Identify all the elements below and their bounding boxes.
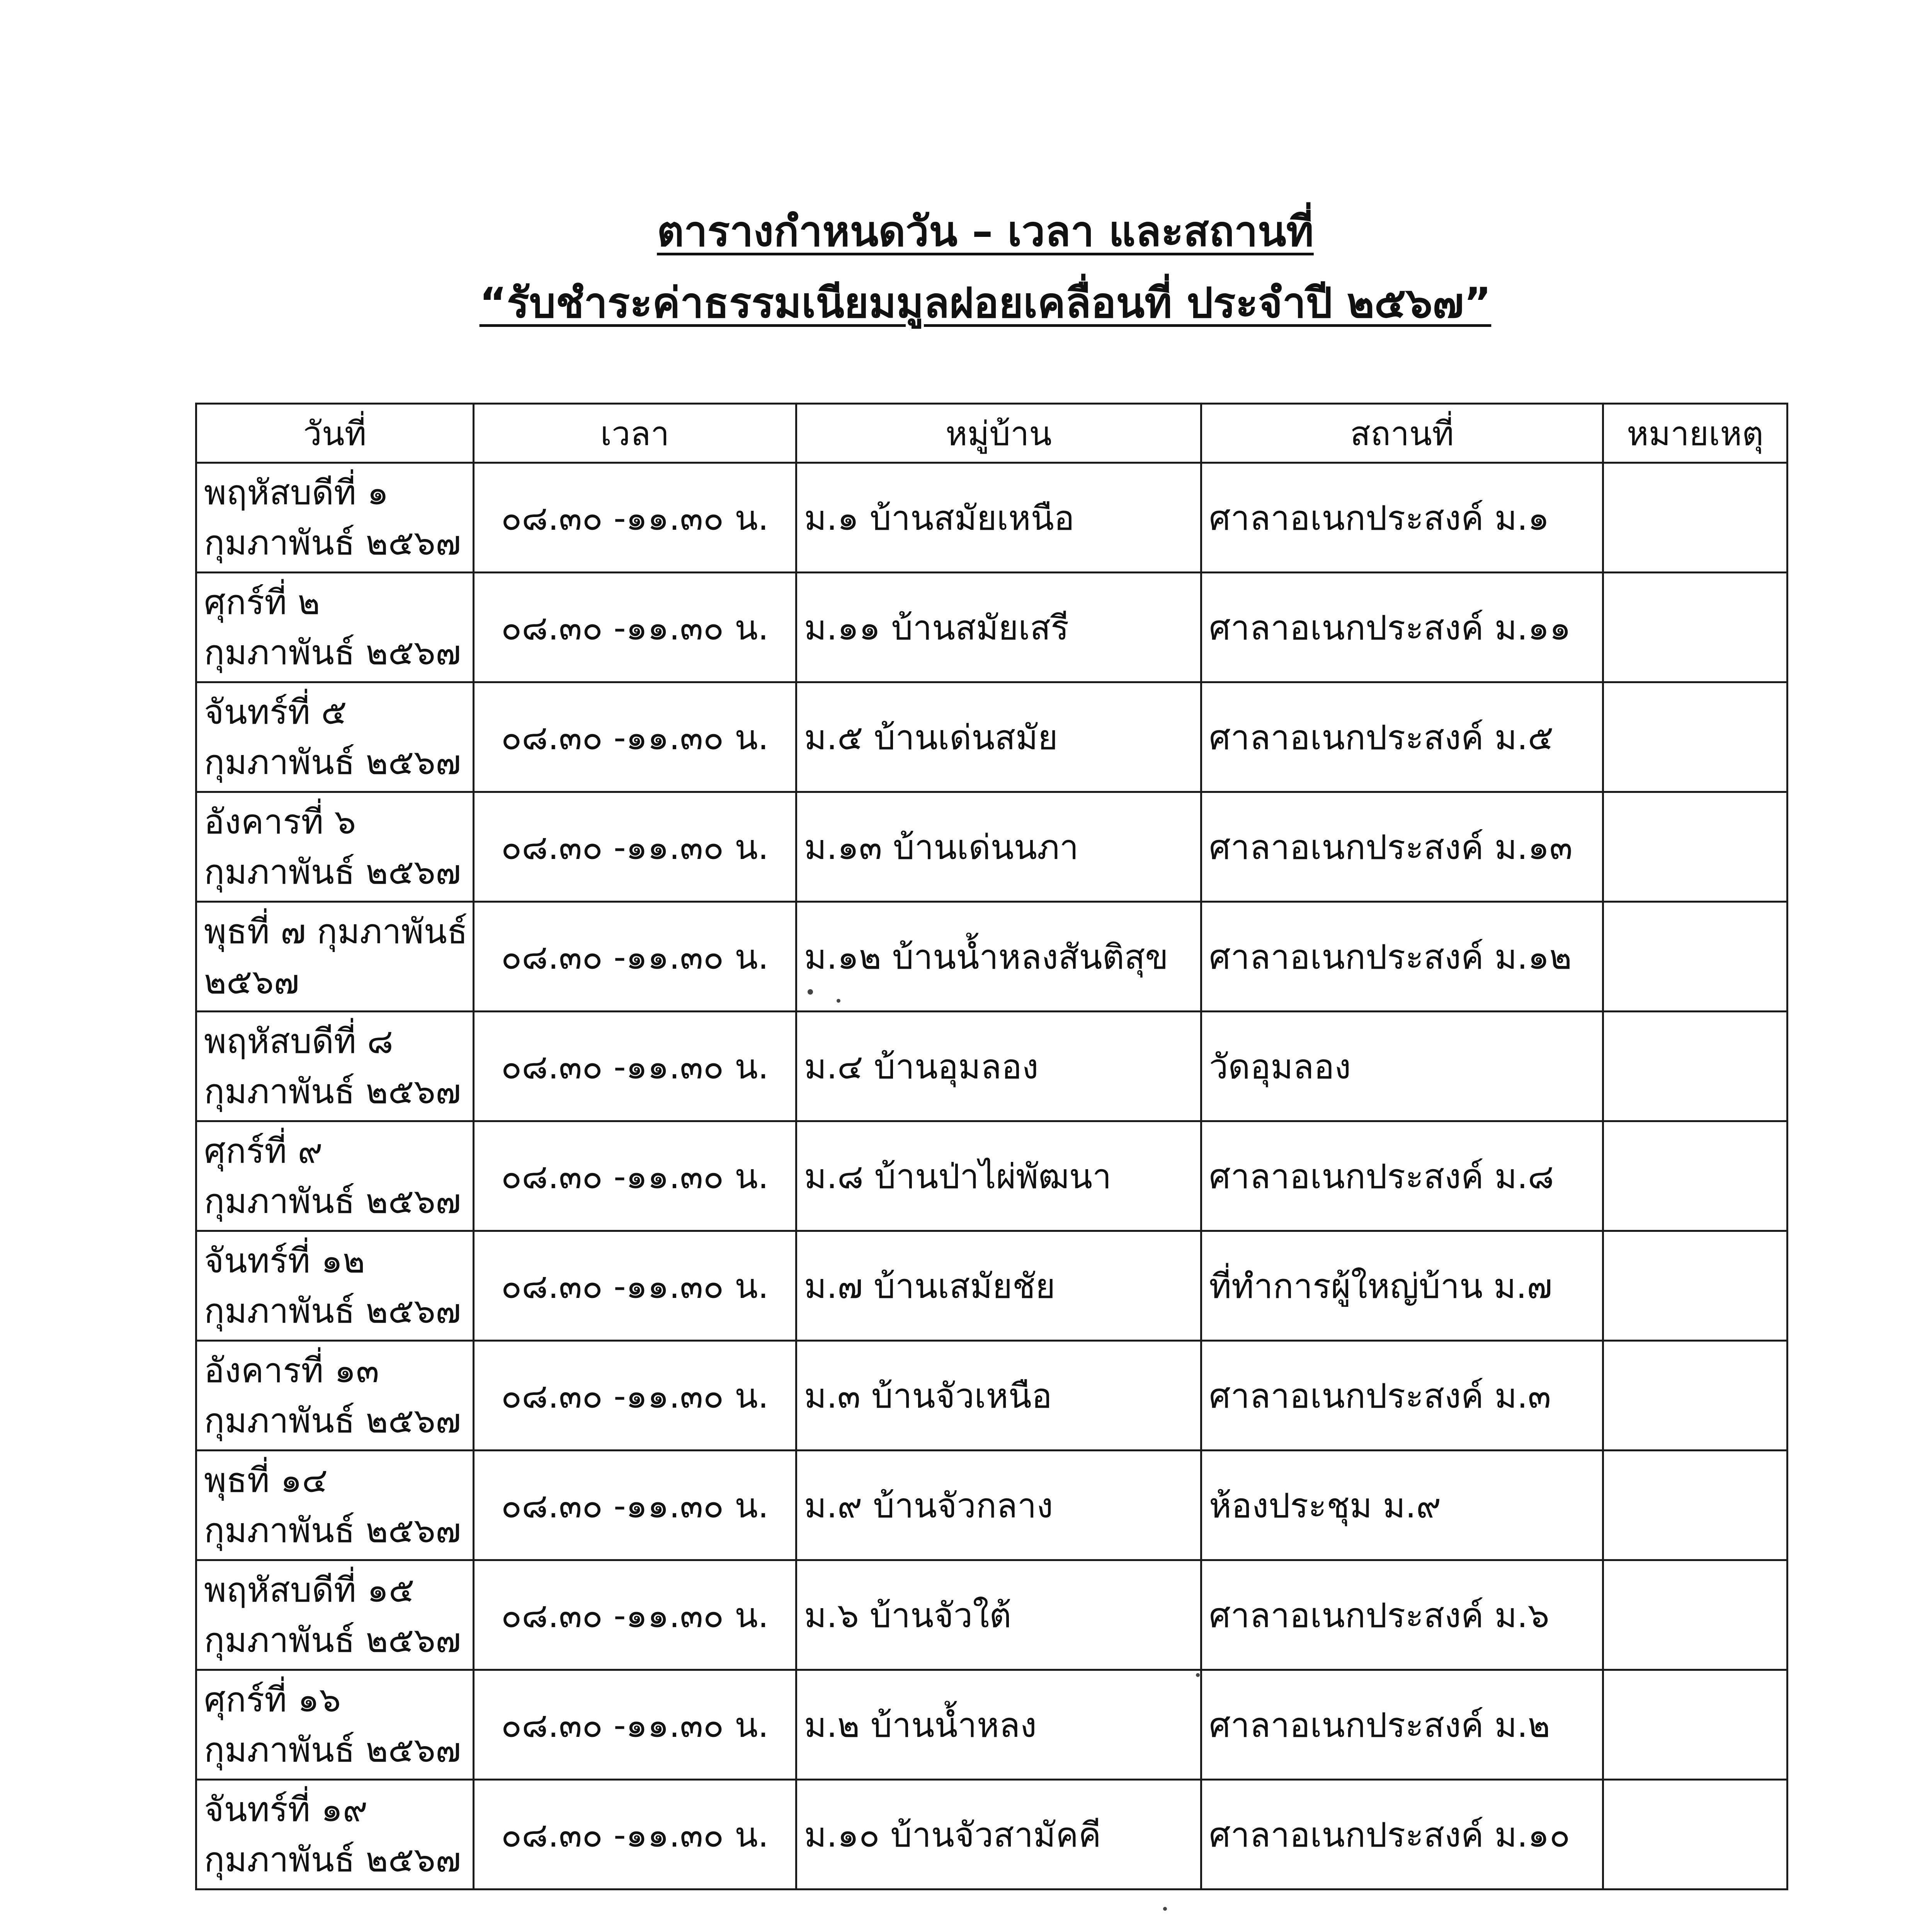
header-note: หมายเหตุ [1603, 404, 1787, 463]
cell-village: ม.๑๒ บ้านน้ำหลงสันติสุข [796, 902, 1201, 1012]
table-row [196, 902, 1787, 1012]
cell-place: ศาลาอเนกประสงค์ ม.๑๑ [1201, 573, 1603, 682]
cell-time: ๐๘.๓๐ -๑๑.๓๐ น. [474, 1121, 796, 1231]
cell-time: ๐๘.๓๐ -๑๑.๓๐ น. [474, 1231, 796, 1341]
cell-village: ม.๒ บ้านน้ำหลง [796, 1670, 1201, 1780]
cell-place: ศาลาอเนกประสงค์ ม.๘ [1201, 1121, 1603, 1231]
cell-place: ศาลาอเนกประสงค์ ม.๕ [1201, 682, 1603, 792]
header-village: หมู่บ้าน [796, 404, 1201, 463]
cell-note [1603, 1012, 1787, 1121]
cell-date [196, 1560, 474, 1670]
date-line-weekday: ศุกร์ที่ ๑๖ [204, 1679, 341, 1719]
cell-time: ๐๘.๓๐ -๑๑.๓๐ น. [474, 1780, 796, 1889]
date-line-weekday: พฤหัสบดีที่ ๑ [204, 472, 389, 512]
date-line-weekday: ศุกร์ที่ ๙ [204, 1131, 323, 1171]
date-line-weekday: อังคารที่ ๑๓ [204, 1350, 379, 1390]
cell-date [196, 573, 474, 682]
document-title: ตารางกำหนดวัน – เวลา และสถานที่ [657, 207, 1314, 256]
date-line-weekday: จันทร์ที่ ๕ [204, 692, 347, 732]
date-line-weekday: พุธที่ ๗ กุมภาพันธ์ [204, 911, 468, 951]
cell-place: วัดอุมลอง [1201, 1012, 1603, 1121]
cell-place: ศาลาอเนกประสงค์ ม.๒ [1201, 1670, 1603, 1780]
date-line-month: กุมภาพันธ์ ๒๕๖๗ [204, 1730, 461, 1770]
date-line-weekday: พุธที่ ๑๔ [204, 1460, 328, 1500]
header-time: เวลา [474, 404, 796, 463]
date-line-weekday: จันทร์ที่ ๑๒ [204, 1240, 365, 1281]
cell-time: ๐๘.๓๐ -๑๑.๓๐ น. [474, 1341, 796, 1451]
cell-note [1603, 1670, 1787, 1780]
cell-note [1603, 1231, 1787, 1341]
cell-village: ม.๗ บ้านเสมัยชัย [796, 1231, 1201, 1341]
cell-village: ม.๑ บ้านสมัยเหนือ [796, 463, 1201, 573]
scan-speck [1196, 1673, 1200, 1677]
cell-village: ม.๙ บ้านจัวกลาง [796, 1451, 1201, 1560]
cell-village: ม.๓ บ้านจัวเหนือ [796, 1341, 1201, 1451]
table-row [196, 1012, 1787, 1121]
cell-note [1603, 792, 1787, 902]
document-subtitle: “รับชำระค่าธรรมเนียมมูลฝอยเคลื่อนที่ ประจำปี ๒๕๖๗” [479, 279, 1492, 327]
cell-village: ม.๑๓ บ้านเด่นนภา [796, 792, 1201, 902]
date-line-month: กุมภาพันธ์ ๒๕๖๗ [204, 1620, 461, 1660]
cell-place: ที่ทำการผู้ใหญ่บ้าน ม.๗ [1201, 1231, 1603, 1341]
cell-time: ๐๘.๓๐ -๑๑.๓๐ น. [474, 1012, 796, 1121]
table-row [196, 1341, 1787, 1451]
cell-village: ม.๕ บ้านเด่นสมัย [796, 682, 1201, 792]
header-date: วันที่ [196, 404, 474, 463]
date-line-weekday: จันทร์ที่ ๑๙ [204, 1789, 368, 1829]
table-row [196, 1121, 1787, 1231]
cell-note [1603, 1560, 1787, 1670]
date-line-month: กุมภาพันธ์ ๒๕๖๗ [204, 632, 461, 672]
table-row [196, 792, 1787, 902]
cell-date [196, 1231, 474, 1341]
date-line-weekday: พฤหัสบดีที่ ๑๕ [204, 1570, 415, 1610]
table-row [196, 573, 1787, 682]
scan-speck [1163, 1907, 1167, 1911]
scan-speck [837, 999, 840, 1003]
header-place: สถานที่ [1201, 404, 1603, 463]
table-row [196, 1451, 1787, 1560]
cell-date [196, 1451, 474, 1560]
cell-time: ๐๘.๓๐ -๑๑.๓๐ น. [474, 1451, 796, 1560]
cell-place: ศาลาอเนกประสงค์ ม.๑ [1201, 463, 1603, 573]
scan-speck [808, 989, 813, 995]
cell-date [196, 1341, 474, 1451]
cell-village: ม.๘ บ้านป่าไผ่พัฒนา [796, 1121, 1201, 1231]
cell-place: ศาลาอเนกประสงค์ ม.๓ [1201, 1341, 1603, 1451]
date-line-month: กุมภาพันธ์ ๒๕๖๗ [204, 852, 461, 892]
table-row [196, 1670, 1787, 1780]
date-line-month: กุมภาพันธ์ ๒๕๖๗ [204, 1071, 461, 1111]
table-row [196, 1560, 1787, 1670]
cell-note [1603, 573, 1787, 682]
table-body [196, 463, 1787, 1889]
schedule-table [195, 403, 1788, 1890]
cell-date [196, 1121, 474, 1231]
cell-date [196, 1780, 474, 1889]
table-header-row [196, 404, 1787, 463]
cell-time: ๐๘.๓๐ -๑๑.๓๐ น. [474, 1670, 796, 1780]
cell-note [1603, 1121, 1787, 1231]
table-row [196, 682, 1787, 792]
date-line-month: กุมภาพันธ์ ๒๕๖๗ [204, 1400, 461, 1440]
cell-village: ม.๑๐ บ้านจัวสามัคคี [796, 1780, 1201, 1889]
cell-time: ๐๘.๓๐ -๑๑.๓๐ น. [474, 1560, 796, 1670]
cell-time: ๐๘.๓๐ -๑๑.๓๐ น. [474, 902, 796, 1012]
date-line-weekday: ศุกร์ที่ ๒ [204, 582, 320, 622]
table-row [196, 463, 1787, 573]
cell-date [196, 792, 474, 902]
date-line-weekday: อังคารที่ ๖ [204, 801, 356, 842]
cell-village: ม.๖ บ้านจัวใต้ [796, 1560, 1201, 1670]
cell-note [1603, 682, 1787, 792]
cell-note [1603, 463, 1787, 573]
cell-date [196, 902, 474, 1012]
cell-date [196, 1012, 474, 1121]
date-line-month: กุมภาพันธ์ ๒๕๖๗ [204, 1510, 461, 1550]
cell-village: ม.๔ บ้านอุมลอง [796, 1012, 1201, 1121]
date-line-month: กุมภาพันธ์ ๒๕๖๗ [204, 1181, 461, 1221]
cell-date [196, 463, 474, 573]
cell-note [1603, 1341, 1787, 1451]
date-line-month: กุมภาพันธ์ ๒๕๖๗ [204, 1839, 461, 1879]
cell-place: ศาลาอเนกประสงค์ ม.๑๐ [1201, 1780, 1603, 1889]
cell-date [196, 682, 474, 792]
cell-place: ศาลาอเนกประสงค์ ม.๖ [1201, 1560, 1603, 1670]
date-line-month: กุมภาพันธ์ ๒๕๖๗ [204, 522, 461, 563]
cell-village: ม.๑๑ บ้านสมัยเสรี [796, 573, 1201, 682]
table-row [196, 1231, 1787, 1341]
cell-note [1603, 1780, 1787, 1889]
table-row [196, 1780, 1787, 1889]
cell-time: ๐๘.๓๐ -๑๑.๓๐ น. [474, 682, 796, 792]
cell-note [1603, 1451, 1787, 1560]
date-line-month: ๒๕๖๗ [204, 961, 299, 1002]
cell-place: ศาลาอเนกประสงค์ ม.๑๒ [1201, 902, 1603, 1012]
cell-time: ๐๘.๓๐ -๑๑.๓๐ น. [474, 573, 796, 682]
cell-note [1603, 902, 1787, 1012]
cell-time: ๐๘.๓๐ -๑๑.๓๐ น. [474, 792, 796, 902]
date-line-month: กุมภาพันธ์ ๒๕๖๗ [204, 1291, 461, 1331]
cell-time: ๐๘.๓๐ -๑๑.๓๐ น. [474, 463, 796, 573]
cell-date [196, 1670, 474, 1780]
date-line-month: กุมภาพันธ์ ๒๕๖๗ [204, 742, 461, 782]
cell-place: ห้องประชุม ม.๙ [1201, 1451, 1603, 1560]
cell-place: ศาลาอเนกประสงค์ ม.๑๓ [1201, 792, 1603, 902]
date-line-weekday: พฤหัสบดีที่ ๘ [204, 1021, 393, 1061]
